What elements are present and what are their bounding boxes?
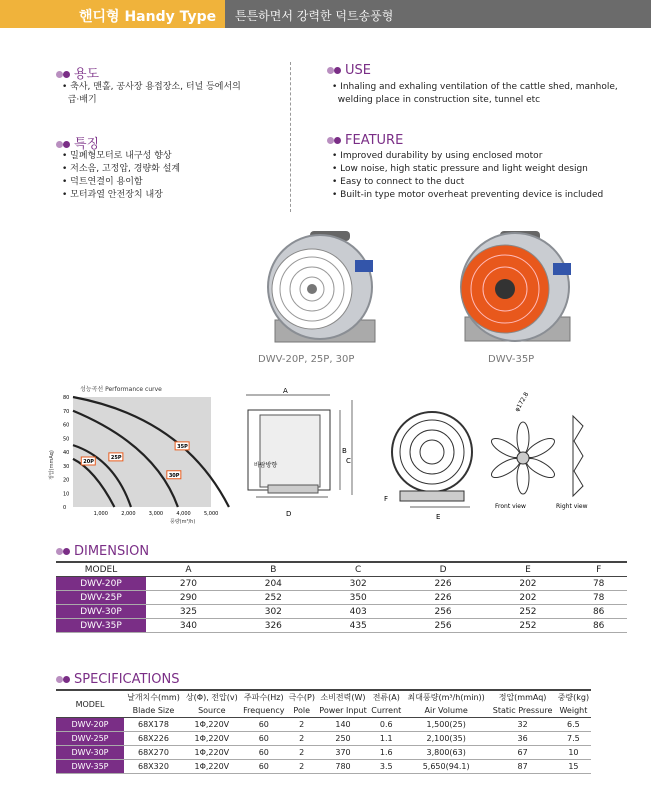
table-cell: 340 bbox=[146, 619, 231, 633]
photo-caption-left: DWV-20P, 25P, 30P bbox=[258, 354, 355, 365]
column-header: A bbox=[146, 562, 231, 577]
table-cell: 2 bbox=[287, 718, 317, 732]
list-item: • 모터과열 안전장치 내장 bbox=[62, 190, 163, 200]
table-cell: 252 bbox=[486, 619, 571, 633]
model-cell: DWV-20P bbox=[56, 718, 124, 732]
table-cell: 252 bbox=[231, 591, 316, 605]
table-header-row bbox=[56, 562, 627, 577]
table-row bbox=[56, 760, 591, 774]
list-item: 급·배기 bbox=[67, 95, 97, 105]
table-cell: 2 bbox=[287, 732, 317, 746]
table-cell: 3,800(63) bbox=[403, 746, 489, 760]
table-cell: 86 bbox=[570, 605, 627, 619]
list-item: welding place in construction site, tunnel etc bbox=[337, 95, 541, 105]
table-row bbox=[56, 718, 591, 732]
x-tick-label: 3,000 bbox=[148, 511, 164, 517]
list-item: • Built-in type motor overheat preventing device is included bbox=[332, 190, 604, 200]
table-cell: 1.1 bbox=[370, 732, 404, 746]
table-cell: 252 bbox=[486, 605, 571, 619]
table-cell: 256 bbox=[401, 605, 486, 619]
specifications-table bbox=[56, 689, 591, 774]
table-cell: 250 bbox=[317, 732, 370, 746]
feature-en-heading: FEATURE bbox=[327, 133, 403, 148]
model-cell: DWV-35P bbox=[56, 619, 146, 633]
chart-xlabel: 풍량(m³/h) bbox=[170, 519, 196, 525]
page-title: 핸디형 Handy Type bbox=[79, 9, 217, 25]
chart-title: 성능곡선 Performance curve bbox=[80, 386, 162, 393]
column-header: 주파수(Hz) bbox=[243, 693, 284, 702]
table-cell: 370 bbox=[317, 746, 370, 760]
list-item: • 저소음, 고정압, 경량화 설계 bbox=[62, 164, 181, 174]
table-cell: 60 bbox=[241, 760, 287, 774]
chart-ylabel: 정압(mmAq) bbox=[49, 450, 55, 480]
table-row bbox=[56, 746, 591, 760]
dimension-heading: DIMENSION bbox=[56, 544, 149, 559]
column-header: 최대풍량(m³/h(min)) bbox=[407, 693, 485, 702]
svg-text:25P: 25P bbox=[110, 454, 122, 461]
list-item: • 밀폐형모터로 내구성 향상 bbox=[62, 151, 172, 161]
table-cell: 1,500(25) bbox=[403, 718, 489, 732]
x-tick-label: 2,000 bbox=[121, 511, 136, 517]
column-header: C bbox=[316, 562, 401, 577]
table-cell: 140 bbox=[317, 718, 370, 732]
table-cell: 202 bbox=[486, 591, 571, 605]
table-cell: 256 bbox=[401, 619, 486, 633]
column-header: 정압(mmAq) bbox=[498, 693, 547, 702]
dim-f-label: F bbox=[384, 495, 389, 503]
table-cell: 1Φ,220V bbox=[183, 718, 241, 732]
y-tick-label: 0 bbox=[63, 505, 67, 511]
series-label-25P bbox=[109, 453, 123, 461]
column-header: 날개치수(mm) bbox=[127, 693, 180, 702]
column-header: 극수(P) bbox=[288, 693, 315, 702]
blade-drawing bbox=[490, 390, 605, 515]
column-header: Power Input bbox=[317, 704, 370, 718]
table-cell: 290 bbox=[146, 591, 231, 605]
dimension-table bbox=[56, 561, 627, 633]
table-cell: 10 bbox=[556, 746, 591, 760]
usage-en-heading: USE bbox=[327, 63, 371, 78]
column-header: MODEL bbox=[56, 690, 124, 718]
airflow-label: 바람방향 bbox=[254, 462, 278, 469]
svg-text:30P: 30P bbox=[168, 472, 180, 479]
table-cell: 87 bbox=[489, 760, 556, 774]
table-cell: 7.5 bbox=[556, 732, 591, 746]
table-cell: 68X178 bbox=[124, 718, 183, 732]
table-cell: 325 bbox=[146, 605, 231, 619]
column-divider bbox=[290, 62, 291, 212]
column-header: MODEL bbox=[56, 562, 146, 577]
table-cell: 226 bbox=[401, 577, 486, 591]
series-label-20P bbox=[81, 457, 95, 465]
performance-chart bbox=[45, 380, 219, 525]
table-cell: 0.6 bbox=[370, 718, 404, 732]
table-row bbox=[56, 619, 627, 633]
table-cell: 78 bbox=[570, 591, 627, 605]
table-cell: 67 bbox=[489, 746, 556, 760]
hole-dim-label: φ172.8 bbox=[513, 391, 531, 413]
side-drawing bbox=[238, 385, 358, 525]
y-tick-label: 80 bbox=[63, 395, 70, 401]
column-header: 소비전력(W) bbox=[320, 693, 366, 702]
column-header: 전류(A) bbox=[372, 693, 400, 702]
feature-kr-heading: 특징 bbox=[56, 133, 99, 152]
model-cell: DWV-25P bbox=[56, 591, 146, 605]
table-cell: 2 bbox=[287, 760, 317, 774]
bullet-dots-icon bbox=[56, 675, 72, 683]
table-cell: 2 bbox=[287, 746, 317, 760]
list-item: • Easy to connect to the duct bbox=[332, 177, 465, 187]
specifications-heading: SPECIFICATIONS bbox=[56, 672, 179, 687]
table-cell: 60 bbox=[241, 746, 287, 760]
table-cell: 32 bbox=[489, 718, 556, 732]
bullet-dots-icon bbox=[56, 547, 72, 555]
usage-kr-heading: 용도 bbox=[56, 63, 99, 82]
x-tick-label: 4,000 bbox=[176, 511, 191, 517]
column-header: F bbox=[570, 562, 627, 577]
bullet-dots-icon bbox=[327, 136, 343, 144]
dim-e-label: E bbox=[436, 513, 441, 521]
model-cell: DWV-30P bbox=[56, 746, 124, 760]
dim-c-label: C bbox=[346, 457, 351, 465]
column-header: Current bbox=[370, 704, 404, 718]
y-tick-label: 40 bbox=[63, 450, 70, 456]
front-drawing bbox=[370, 395, 485, 525]
table-cell: 3.5 bbox=[370, 760, 404, 774]
column-header: Air Volume bbox=[403, 704, 489, 718]
column-header: 중량(kg) bbox=[557, 693, 590, 702]
bullet-dots-icon bbox=[56, 70, 72, 78]
table-cell: 302 bbox=[231, 605, 316, 619]
y-tick-label: 20 bbox=[63, 477, 70, 484]
y-tick-label: 60 bbox=[63, 422, 70, 429]
dim-a-label: A bbox=[283, 387, 288, 395]
photo-caption-right: DWV-35P bbox=[488, 354, 535, 365]
table-cell: 403 bbox=[316, 605, 401, 619]
table-row bbox=[56, 577, 627, 591]
table-cell: 2,100(35) bbox=[403, 732, 489, 746]
feature-en-list bbox=[332, 150, 632, 202]
table-cell: 1.6 bbox=[370, 746, 404, 760]
table-cell: 68X320 bbox=[124, 760, 183, 774]
table-cell: 270 bbox=[146, 577, 231, 591]
y-tick-label: 70 bbox=[63, 408, 70, 415]
table-cell: 68X270 bbox=[124, 746, 183, 760]
table-cell: 1Φ,220V bbox=[183, 746, 241, 760]
bullet-dots-icon bbox=[327, 66, 343, 74]
table-cell: 1Φ,220V bbox=[183, 732, 241, 746]
list-item: • Low noise, high static pressure and light weight design bbox=[332, 164, 588, 174]
table-row bbox=[56, 605, 627, 619]
svg-text:20P: 20P bbox=[83, 459, 94, 465]
y-tick-label: 10 bbox=[63, 491, 70, 498]
column-header: Blade Size bbox=[124, 704, 183, 718]
feature-kr-list bbox=[62, 150, 282, 202]
series-label-30P bbox=[167, 471, 181, 479]
table-row bbox=[56, 591, 627, 605]
list-item: • 축사, 맨홀, 공사장 용접장소, 터널 등에서의 bbox=[62, 82, 241, 92]
table-cell: 1Φ,220V bbox=[183, 760, 241, 774]
list-item: • 덕트연결이 용이함 bbox=[62, 177, 143, 187]
table-cell: 6.5 bbox=[556, 718, 591, 732]
model-cell: DWV-35P bbox=[56, 760, 124, 774]
table-cell: 350 bbox=[316, 591, 401, 605]
dim-d-label: D bbox=[286, 510, 292, 518]
y-tick-label: 30 bbox=[63, 463, 70, 470]
table-cell: 36 bbox=[489, 732, 556, 746]
list-item: • Improved durability by using enclosed motor bbox=[332, 151, 543, 161]
table-cell: 302 bbox=[316, 577, 401, 591]
series-label-35P bbox=[175, 442, 189, 450]
x-tick-label: 5,000 bbox=[204, 511, 219, 517]
list-item: • Inhaling and exhaling ventilation of the cattle shed, manhole, bbox=[332, 82, 618, 92]
table-cell: 60 bbox=[241, 718, 287, 732]
right-view-label: Right view bbox=[556, 503, 588, 510]
table-header-row-kr bbox=[56, 690, 591, 704]
table-cell: 435 bbox=[316, 619, 401, 633]
table-cell: 68X226 bbox=[124, 732, 183, 746]
table-cell: 15 bbox=[556, 760, 591, 774]
y-tick-label: 50 bbox=[63, 436, 70, 443]
table-cell: 60 bbox=[241, 732, 287, 746]
dim-b-label: B bbox=[342, 447, 347, 455]
column-header: Source bbox=[183, 704, 241, 718]
front-view-label: Front view bbox=[495, 503, 526, 510]
table-row bbox=[56, 732, 591, 746]
model-cell: DWV-25P bbox=[56, 732, 124, 746]
fan-photo-small bbox=[250, 225, 390, 350]
page-subtitle: 튼튼하면서 강력한 덕트송풍형 bbox=[235, 9, 394, 23]
table-cell: 5,650(94.1) bbox=[403, 760, 489, 774]
fan-photo-large bbox=[445, 225, 585, 350]
usage-en-list bbox=[332, 81, 632, 107]
bullet-dots-icon bbox=[56, 140, 72, 148]
table-cell: 226 bbox=[401, 591, 486, 605]
column-header: D bbox=[401, 562, 486, 577]
model-cell: DWV-20P bbox=[56, 577, 146, 591]
table-header-row-en bbox=[56, 704, 591, 718]
table-cell: 780 bbox=[317, 760, 370, 774]
x-tick-label: 1,000 bbox=[93, 511, 108, 517]
table-cell: 78 bbox=[570, 577, 627, 591]
column-header: Weight bbox=[556, 704, 591, 718]
table-cell: 326 bbox=[231, 619, 316, 633]
column-header: B bbox=[231, 562, 316, 577]
svg-text:35P: 35P bbox=[177, 443, 188, 450]
table-cell: 202 bbox=[486, 577, 571, 591]
column-header: E bbox=[486, 562, 571, 577]
usage-kr-list bbox=[62, 81, 282, 107]
model-cell: DWV-30P bbox=[56, 605, 146, 619]
table-cell: 204 bbox=[231, 577, 316, 591]
page-header bbox=[0, 0, 651, 28]
column-header: Frequency bbox=[241, 704, 287, 718]
column-header: Pole bbox=[287, 704, 317, 718]
column-header: Static Pressure bbox=[489, 704, 556, 718]
table-cell: 86 bbox=[570, 619, 627, 633]
column-header: 상(Φ), 전압(v) bbox=[185, 693, 238, 702]
